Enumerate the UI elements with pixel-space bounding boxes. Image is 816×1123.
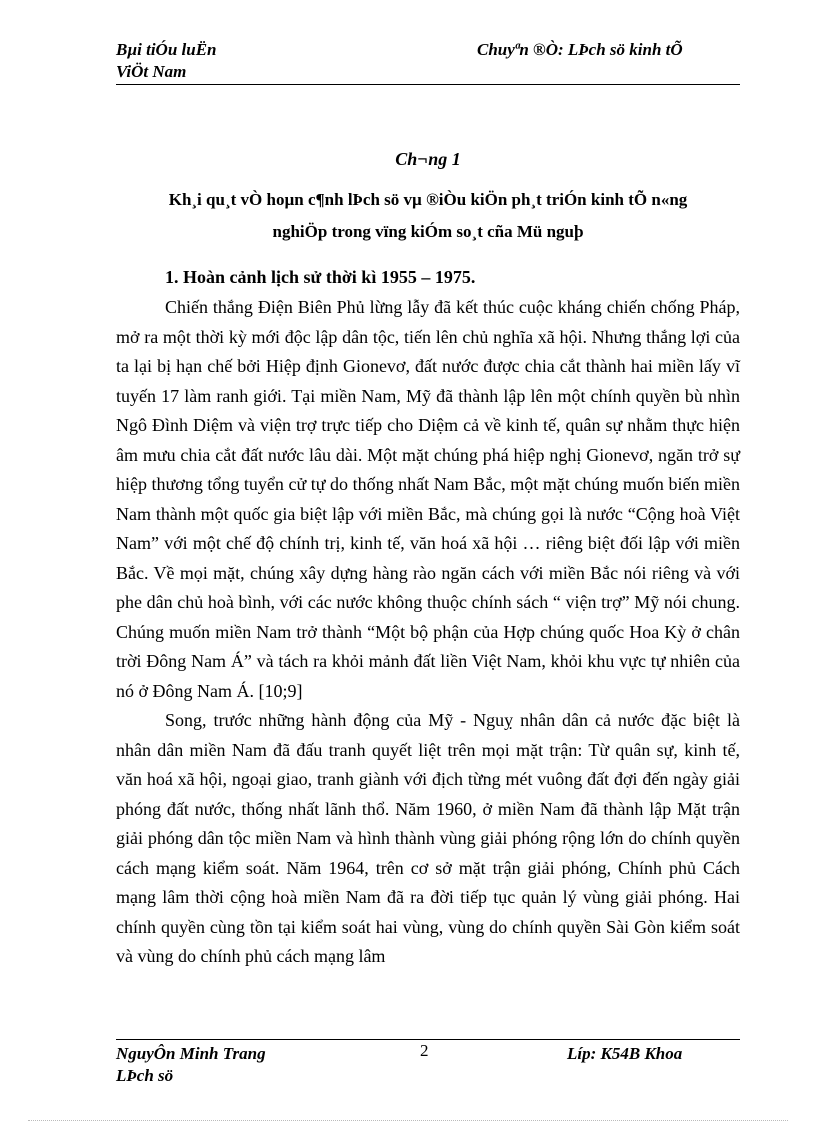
body-text — [116, 293, 740, 972]
header-left — [116, 39, 446, 83]
paragraph-2: Song, trước những hành động của Mỹ - Nguỵ nhân dân cả nước đặc biệt là nhân dân miền Nam đã đấu tranh quyết liệt trên mọi mặt trận: Từ quân sự, kinh tế, văn hoá xã hội, ngoại giao, tranh giành với địch từng mét vuông đất đợi đến ngày giải phóng đất nước, thống nhất lãnh thổ. Năm 1960, ở miền Nam đã thành lập Mặt trận giải phóng dân tộc miền Nam và hình thành vùng giải phóng rộng lớn do chính quyền cách mạng kiểm soát. Năm 1964, trên cơ sở mặt trận giải phóng, Chính phủ Cách mạng lâm thời cộng hoà miền Nam đã ra đời tiếp tục quản lý vùng giải phóng. Hai chính quyền cùng tồn tại kiểm soát hai vùng, vùng do chính quyền Sài Gòn kiểm soát và vùng do chính phủ cách mạng lâm — [116, 710, 740, 966]
chapter-subtitle-line2: nghiÖp trong vïng kiÓm so¸t cña Mü nguþ — [272, 222, 584, 241]
header-left-line1: Bµi tiÓu luËn — [116, 40, 217, 59]
footer-author: NguyÔn Minh Trang — [116, 1044, 266, 1063]
section-heading: 1. Hoàn cảnh lịch sử thời kì 1955 – 1975. — [165, 267, 476, 287]
chapter-subtitle — [116, 184, 740, 248]
chapter-subtitle-line1: Kh¸i qu¸t vÒ hoµn c¶nh lÞch sö vµ ®iÒu kiÖn ph¸t triÓn kinh tÕ n«ng — [168, 190, 688, 209]
footer-subject: LÞch sö — [116, 1066, 174, 1085]
header-divider — [116, 84, 740, 85]
header-right: Chuyªn ®Ò: LÞch sö kinh tÕ — [477, 40, 683, 59]
chapter-title: Ch¬ng 1 — [395, 149, 461, 169]
page-bottom-edge — [28, 1120, 788, 1121]
footer-left — [116, 1043, 356, 1087]
page-number: 2 — [420, 1041, 429, 1060]
footer-class: Líp: K54B Khoa — [567, 1044, 683, 1063]
header-left-line2: ViÖt Nam — [116, 62, 187, 81]
paragraph-1: Chiến thắng Điện Biên Phủ lừng lẫy đã kết thúc cuộc kháng chiến chống Pháp, mở ra một thời kỳ mới độc lập dân tộc, tiến lên chủ nghĩa xã hội. Nhưng thắng lợi của ta lại bị hạn chế bởi Hiệp định Gionevơ, đất nước được chia cắt thành hai miền lấy vĩ tuyến 17 làm ranh giới. Tại miền Nam, Mỹ đã thành lập lên một chính quyền bù nhìn Ngô Đình Diệm và viện trợ trực tiếp cho Diệm cả về kinh tế, quân sự nhằm thực hiện âm mưu chia cắt đất nước lâu dài. Một mặt chúng phá hiệp nghị Gionevơ, ngăn trở sự hiệp thương tổng tuyển cử tự do thống nhất Nam Bắc, một mặt chúng muốn biến miền Nam thành một quốc gia biệt lập với miền Bắc, mà chúng gọi là nước “Cộng hoà Việt Nam” với một chế độ chính trị, kinh tế, văn hoá xã hội … riêng biệt đối lập với miền Bắc. Về mọi mặt, chúng xây dựng hàng rào ngăn cách với miền Bắc nói riêng và với phe dân chủ hoà bình, với các nước không thuộc chính sách “ viện trợ” Mỹ nói chung. Chúng muốn miền Nam trở thành “Một bộ phận của Hợp chúng quốc Hoa Kỳ ở chân trời Đông Nam Á” và tách ra khỏi mảnh đất liền Việt Nam, khỏi khu vực tự nhiên của nó ở Đông Nam Á. [10;9] — [116, 297, 740, 701]
